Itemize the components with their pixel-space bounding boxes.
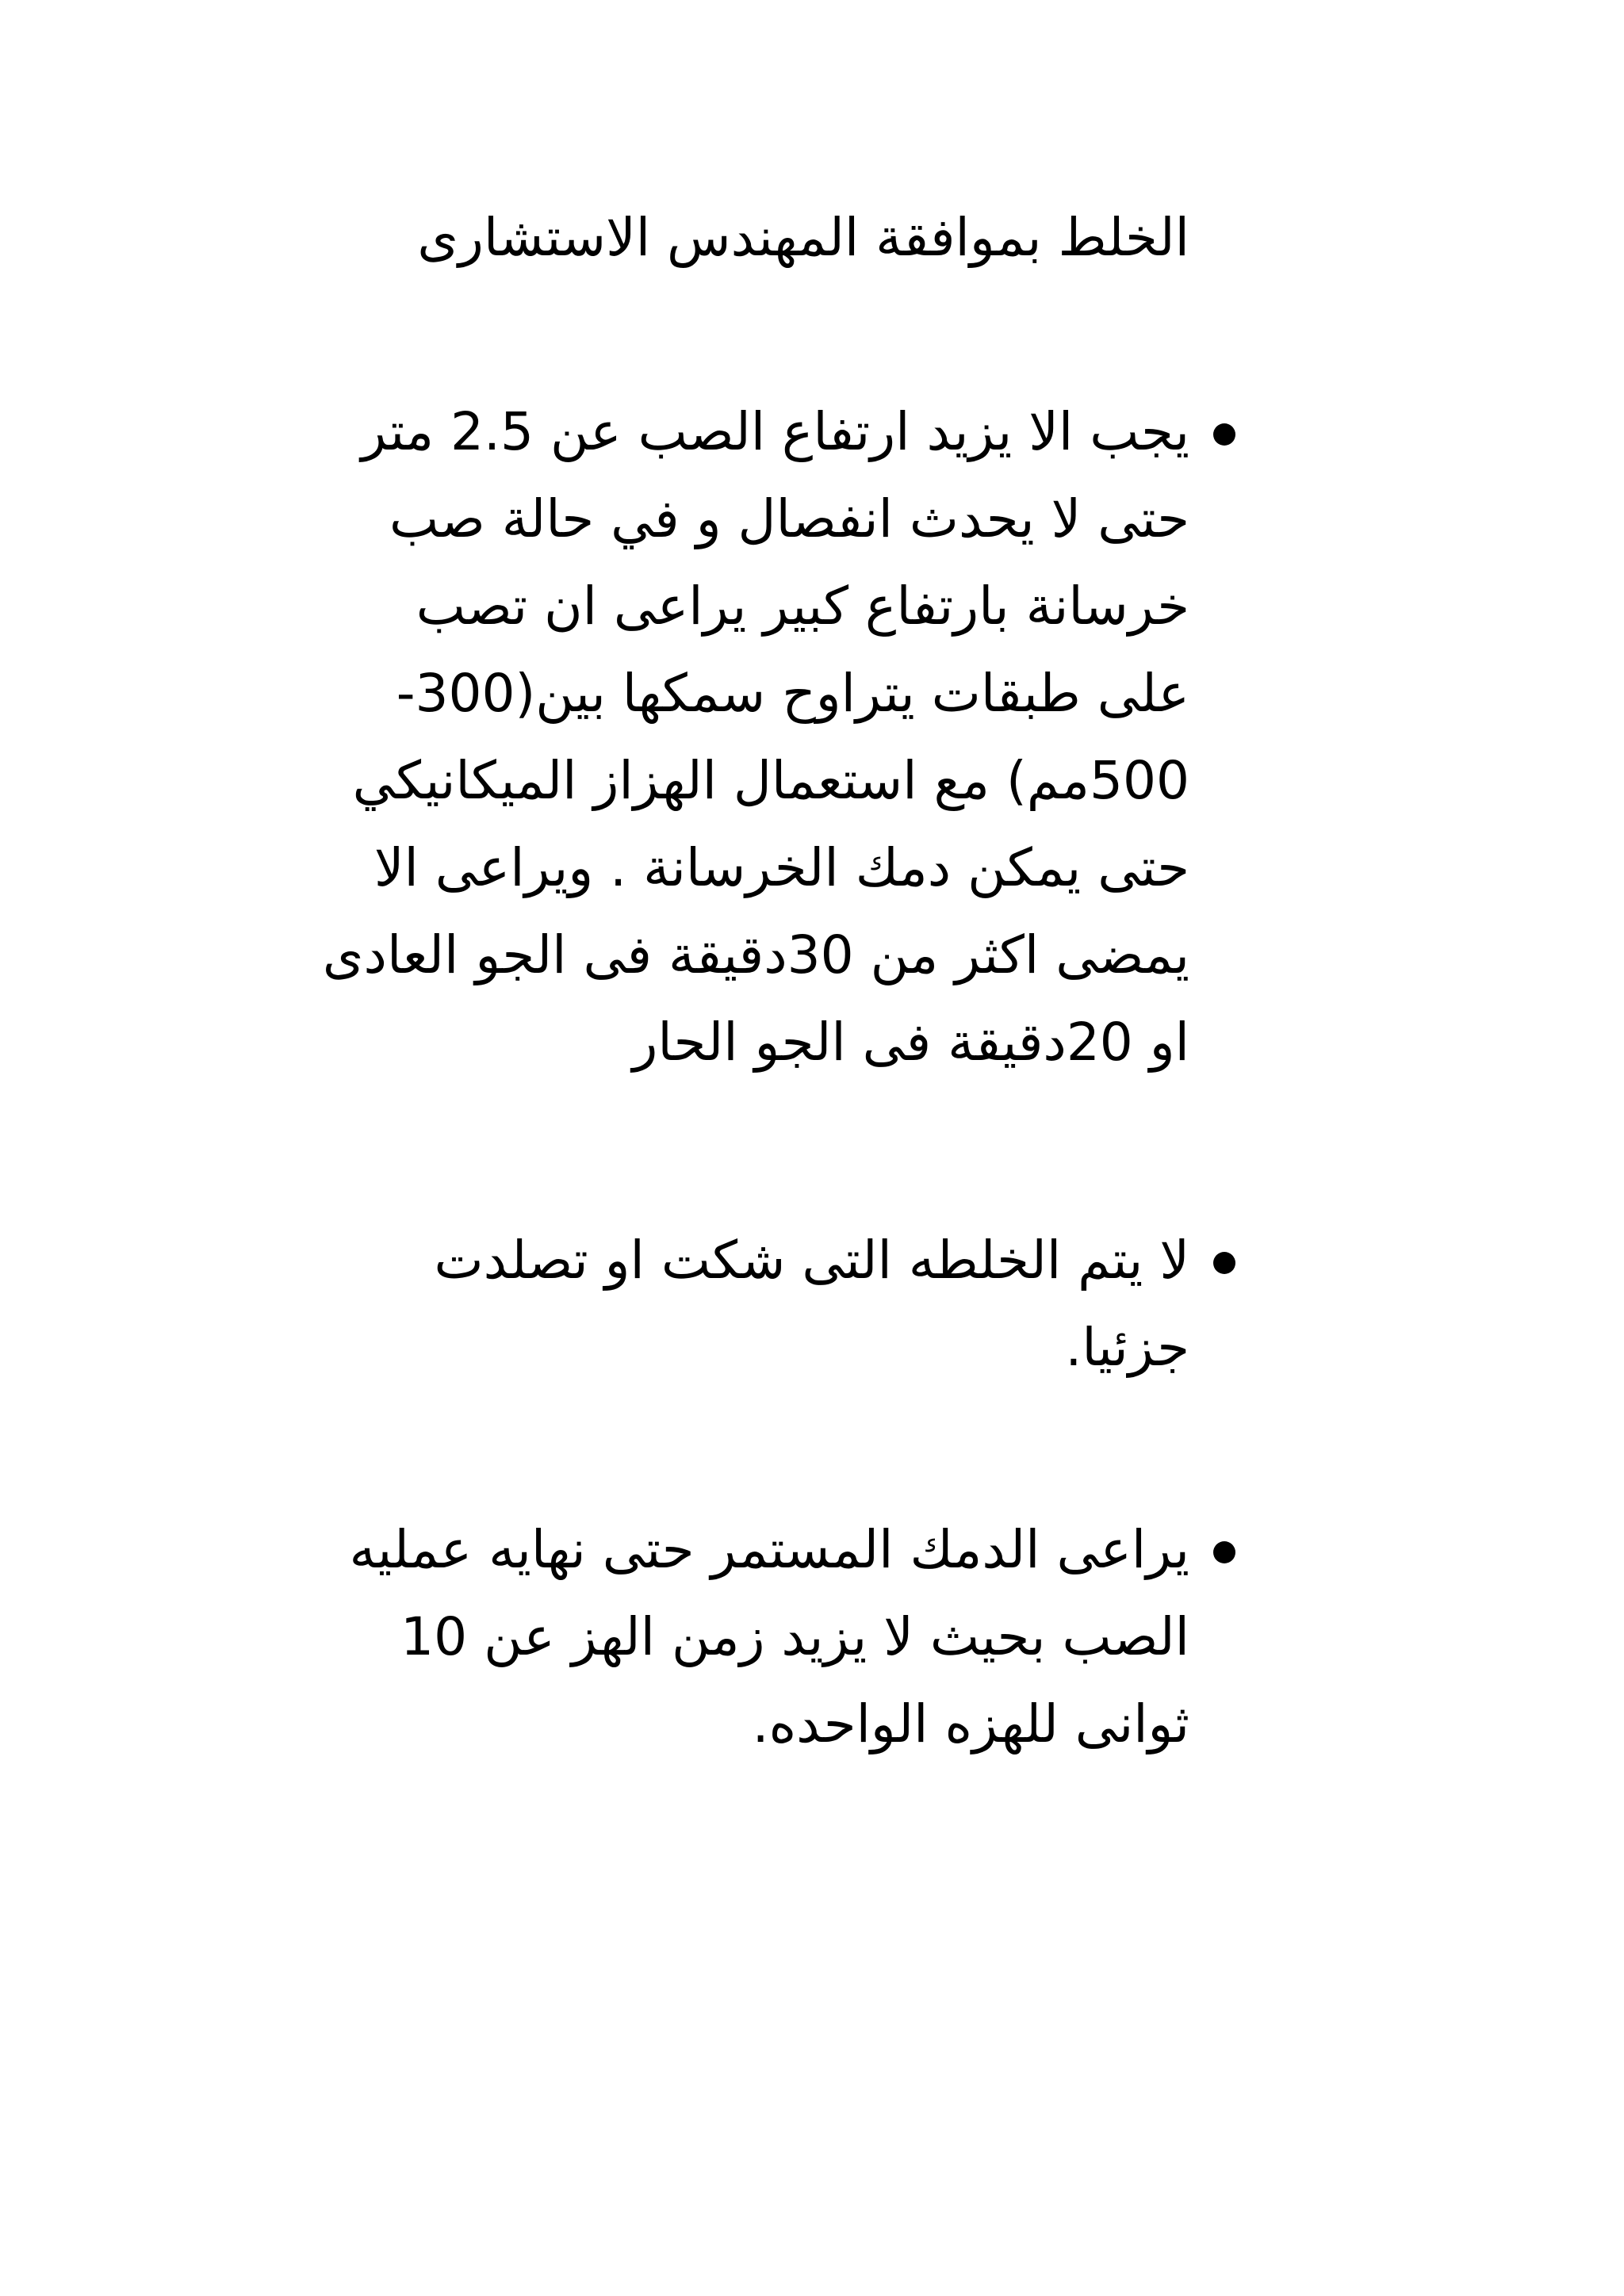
bullet-line: يجب الا يزيد ارتفاع الصب عن 2.5 متر <box>361 401 1189 462</box>
bullet-line: حتى يمكن دمك الخرسانة . ويراعى الا <box>373 837 1189 898</box>
bullet-line: 500مم) مع استعمال الهزاز الميكانيكي <box>352 750 1189 811</box>
bullet-dot-icon <box>1213 1541 1235 1563</box>
bullet-line: خرسانة بارتفاع كبير يراعى ان تصب <box>416 576 1189 637</box>
list-item <box>284 1217 1235 1391</box>
bullet-line: ثوانى للهزه الواحده. <box>752 1693 1189 1755</box>
list-item <box>284 1506 1235 1768</box>
bullet-list-3 <box>284 1506 1235 1768</box>
bullet-line: يمضى اكثر من 30دقيقة فى الجو العادى <box>322 924 1189 985</box>
bullet-line: او 20دقيقة فى الجو الحار <box>632 1012 1189 1073</box>
bullet-list-1 <box>284 388 1235 1086</box>
bullet-dot-icon <box>1213 1252 1235 1274</box>
list-item <box>284 388 1235 1086</box>
bullet-line: جزئيا. <box>1065 1317 1189 1378</box>
bullet-line: يراعى الدمك المستمر حتى نهايه عمليه <box>349 1519 1189 1580</box>
bullet-line: على طبقات يتراوح سمكها بين(300- <box>396 663 1189 724</box>
intro-text: الخلط بموافقة المهندس الاستشارى <box>417 207 1189 268</box>
bullet-line: الصب بحيث لا يزيد زمن الهز عن 10 <box>400 1606 1189 1667</box>
bullet-line: لا يتم الخلطه التى شكت او تصلدت <box>434 1230 1189 1291</box>
bullet-list-2 <box>284 1217 1235 1391</box>
bullet-dot-icon <box>1213 423 1235 446</box>
bullet-line: حتى لا يحدث انفصال و في حالة صب <box>389 488 1189 549</box>
